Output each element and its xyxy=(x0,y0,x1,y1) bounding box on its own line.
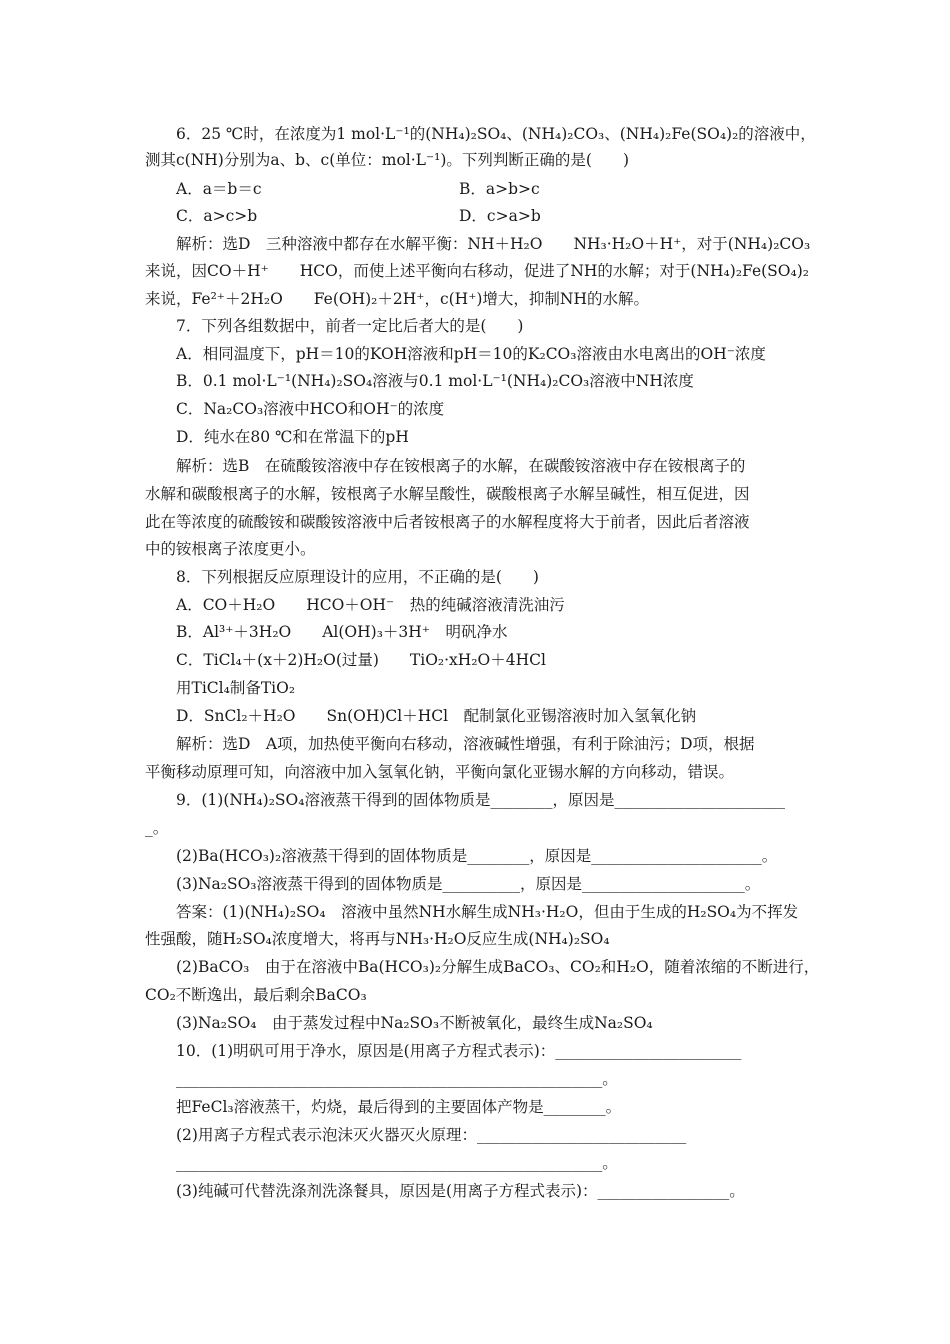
q9-answer2-line2: CO₂不断逸出，最后剩余BaCO₃ xyxy=(145,986,367,1004)
q6-options-row1 xyxy=(0,179,950,199)
q7-option-a: A．相同温度下，pH＝10的KOH溶液和pH＝10的K₂CO₃溶液由水电离出的OH⁻浓度 xyxy=(176,345,766,363)
q8-option-c-line2: 用TiCl₄制备TiO₂ xyxy=(176,679,296,697)
q8-analysis-line1: 解析：选D A项，加热使平衡向右移动，溶液碱性增强，有利于除油污；D项，根据 xyxy=(176,735,755,753)
q9-part2: (2)Ba(HCO₃)₂溶液蒸干得到的固体物质是________，原因是______________________。 xyxy=(176,847,778,865)
q6-analysis-line1: 解析：选D 三种溶液中都存在水解平衡：NH＋H₂O NH₃·H₂O＋H⁺，对于(NH₄)₂CO₃ xyxy=(176,235,811,253)
q6-option-c: C．a>c>b xyxy=(176,207,258,225)
q10-part1-line3: 把FeCl₃溶液蒸干，灼烧，最后得到的主要固体产物是________。 xyxy=(176,1098,622,1116)
q6-options-row2 xyxy=(0,206,950,226)
q8-option-c-line1: C．TiCl₄＋(x＋2)H₂O(过量) TiO₂·xH₂O＋4HCl xyxy=(176,651,546,669)
q7-option-c: C．Na₂CO₃溶液中HCO和OH⁻的浓度 xyxy=(176,400,445,418)
q6-analysis-line3: 来说，Fe²⁺＋2H₂O Fe(OH)₂＋2H⁺，c(H⁺)增大，抑制NH的水解。 xyxy=(145,290,650,308)
q8-option-a: A．CO＋H₂O HCO＋OH⁻ 热的纯碱溶液清洗油污 xyxy=(176,596,565,614)
q7-analysis-line1: 解析：选B 在硫酸铵溶液中存在铵根离子的水解，在碳酸铵溶液中存在铵根离子的 xyxy=(176,457,746,475)
q6-option-a: A．a＝b＝c xyxy=(176,180,262,198)
q9-part1-line2: _。 xyxy=(145,819,169,837)
q7-option-d: D．纯水在80 ℃和在常温下的pH xyxy=(176,428,409,446)
q7-analysis-line3: 此在等浓度的硫酸铵和碳酸铵溶液中后者铵根离子的水解程度将大于前者，因此后者溶液 xyxy=(145,513,750,531)
q8-stem: 8．下列根据反应原理设计的应用，不正确的是( ) xyxy=(176,568,539,586)
q8-option-d: D．SnCl₂＋H₂O Sn(OH)Cl＋HCl 配制氯化亚锡溶液时加入氢氧化钠 xyxy=(176,707,697,725)
q9-answer1-line1: 答案：(1)(NH₄)₂SO₄ 溶液中虽然NH水解生成NH₃·H₂O，但由于生成的H₂SO₄为不挥发 xyxy=(176,903,799,921)
q10-part3: (3)纯碱可代替洗涤剂洗涤餐具，原因是(用离子方程式表示)：_________________。 xyxy=(176,1182,745,1200)
q9-part3: (3)Na₂SO₃溶液蒸干得到的固体物质是__________，原因是_____________________。 xyxy=(176,875,761,893)
q9-answer3: (3)Na₂SO₄ 由于蒸发过程中Na₂SO₃不断被氧化，最终生成Na₂SO₄ xyxy=(176,1014,653,1032)
q7-option-b: B．0.1 mol·L⁻¹(NH₄)₂SO₄溶液与0.1 mol·L⁻¹(NH₄)₂CO₃溶液中NH浓度 xyxy=(176,372,694,390)
q8-analysis-line2: 平衡移动原理可知，向溶液中加入氢氧化钠，平衡向氯化亚锡水解的方向移动，错误。 xyxy=(145,763,735,781)
q6-stem-line1: 6．25 ℃时，在浓度为1 mol·L⁻¹的(NH₄)₂SO₄、(NH₄)₂CO₃、(NH₄)₂Fe(SO₄)₂的溶液中， xyxy=(176,125,816,143)
q10-part2-line2: _______________________________________________________。 xyxy=(176,1154,618,1172)
q6-option-b: B．a>b>c xyxy=(459,180,540,198)
q7-stem: 7．下列各组数据中，前者一定比后者大的是( ) xyxy=(176,317,524,335)
q7-analysis-line4: 中的铵根离子浓度更小。 xyxy=(145,540,316,558)
q6-analysis-line2: 来说，因CO＋H⁺ HCO，而使上述平衡向右移动，促进了NH的水解；对于(NH₄)₂Fe(SO₄)₂ xyxy=(145,262,809,280)
q6-option-d: D．c>a>b xyxy=(459,207,541,225)
q9-answer2-line1: (2)BaCO₃ 由于在溶液中Ba(HCO₃)₂分解生成BaCO₃、CO₂和H₂O，随着浓缩的不断进行， xyxy=(176,958,820,976)
q10-part1-line1: 10．(1)明矾可用于净水，原因是(用离子方程式表示)：________________________ xyxy=(176,1042,742,1060)
q9-part1-line1: 9．(1)(NH₄)₂SO₄溶液蒸干得到的固体物质是________，原因是______________________ xyxy=(176,791,785,809)
q10-part1-line2: _______________________________________________________。 xyxy=(176,1070,618,1088)
q10-part2-line1: (2)用离子方程式表示泡沫灭火器灭火原理：___________________________ xyxy=(176,1126,687,1144)
q8-option-b: B．Al³⁺＋3H₂O Al(OH)₃＋3H⁺ 明矾净水 xyxy=(176,623,508,641)
q6-stem-line2: 测其c(NH)分别为a、b、c(单位：mol·L⁻¹)。下列判断正确的是( ) xyxy=(145,151,629,169)
q7-analysis-line2: 水解和碳酸根离子的水解，铵根离子水解呈酸性，碳酸根离子水解呈碱性，相互促进，因 xyxy=(145,485,750,503)
q9-answer1-line2: 性强酸，随H₂SO₄浓度增大，将再与NH₃·H₂O反应生成(NH₄)₂SO₄ xyxy=(145,930,610,948)
